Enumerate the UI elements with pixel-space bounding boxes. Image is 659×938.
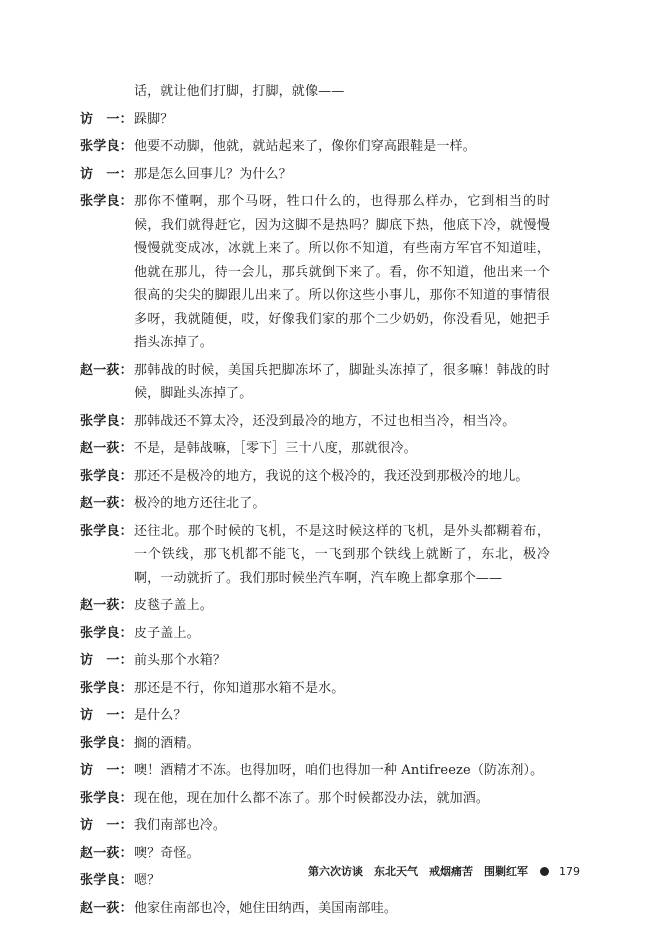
dialogue-text: 话，就让他们打脚，打脚，就像—— — [134, 84, 345, 99]
speaker-label: 张学良： — [80, 873, 133, 888]
interview-transcript — [80, 80, 550, 924]
dialogue-entry — [80, 897, 550, 921]
dialogue-text: 跺脚？ — [134, 111, 174, 127]
dialogue-text: 噢！酒精才不冻。也得加呀，咱们也得加一种 Antifreeze（防冻剂）。 — [134, 763, 544, 778]
dialogue-text: 嗯？ — [134, 873, 161, 888]
dialogue-entry — [80, 732, 550, 756]
speaker-label: 访 一： — [80, 708, 133, 723]
speaker-label: 赵一荻： — [80, 496, 133, 511]
speaker-label: 赵一荻： — [80, 598, 133, 613]
speaker-label: 张学良： — [80, 625, 133, 641]
dialogue-entry — [80, 594, 550, 618]
speaker-label: 访 一： — [80, 763, 133, 778]
dialogue-entry — [80, 80, 550, 104]
dialogue-entry — [80, 108, 550, 132]
dialogue-entry — [80, 437, 550, 461]
dialogue-text: 不是，是韩战嘛，［零下］三十八度，那就很冷。 — [134, 441, 417, 456]
dialogue-text: 是什么？ — [134, 708, 187, 723]
dialogue-text: 现在他，现在加什么都不冻了。那个时候都没办法，就加酒。 — [134, 790, 490, 806]
dialogue-text: 极冷的地方还往北了。 — [134, 496, 266, 511]
speaker-label: 赵一荻： — [80, 362, 133, 378]
speaker-label: 张学良： — [80, 790, 133, 806]
dialogue-entry — [80, 520, 550, 591]
speaker-label: 张学良： — [80, 680, 133, 696]
footer-bullet-icon — [540, 867, 549, 876]
page-footer — [260, 861, 580, 881]
dialogue-text: 皮子盖上。 — [134, 625, 200, 641]
page-number: 179 — [559, 864, 580, 878]
dialogue-entry — [80, 759, 550, 783]
speaker-label: 张学良： — [80, 194, 133, 209]
dialogue-text: 前头那个水箱？ — [134, 653, 227, 668]
dialogue-entry — [80, 677, 550, 701]
dialogue-text: 那韩战还不算太冷，还没到最冷的地方，不过也相当冷，相当冷。 — [134, 413, 516, 429]
dialogue-entry — [80, 410, 550, 434]
dialogue-text: 那还是不行，你知道那水箱不是水。 — [134, 680, 345, 696]
dialogue-entry — [80, 814, 550, 838]
dialogue-entry — [80, 135, 550, 159]
speaker-label: 张学良： — [80, 735, 133, 751]
speaker-label: 赵一荻： — [80, 441, 133, 456]
speaker-label: 访 一： — [80, 818, 133, 833]
dialogue-entry — [80, 704, 550, 728]
dialogue-entry — [80, 649, 550, 673]
dialogue-entry — [80, 163, 550, 187]
dialogue-entry — [80, 359, 550, 406]
speaker-label: 访 一： — [80, 111, 133, 127]
dialogue-text: 那你不懂啊，那个马呀，牲口什么的，也得那么样办，它到相当的时候，我们就得赶它，因为这脚不是热吗？脚底下热，他底下冷，就慢慢慢慢就变成冰，冰就上来了。所以你不知道，有些南方军官不知道哇，他就在那儿，待一会儿，那兵就倒下来了。看，你不知道，他出来一个很高的尖尖的脚跟儿出来了。所以你这些小事儿，那你不知道的事情很多呀，我就随便，哎，好像我们家的那个二少奶奶，你没看见，她把手指头冻掉了。 — [134, 194, 550, 350]
dialogue-text: 皮毯子盖上。 — [134, 598, 213, 613]
speaker-label: 张学良： — [80, 523, 133, 539]
dialogue-entry — [80, 465, 550, 489]
speaker-label: 赵一荻： — [80, 900, 133, 916]
dialogue-text: 我们南部也冷。 — [134, 818, 227, 833]
chapter-running-head: 第六次访谈 东北天气 戒烟痛苦 围剿红军 — [308, 865, 528, 878]
dialogue-entry — [80, 492, 550, 516]
dialogue-text: 那还不是极冷的地方，我说的这个极冷的，我还没到那极冷的地儿。 — [134, 468, 529, 484]
dialogue-text: 他家住南部也冷，她住田纳西，美国南部哇。 — [134, 900, 398, 916]
speaker-label: 访 一： — [80, 653, 133, 668]
dialogue-text: 他要不动脚，他就，就站起来了，像你们穿高跟鞋是一样。 — [134, 139, 476, 154]
speaker-label: 访 一： — [80, 166, 133, 182]
speaker-label: 张学良： — [80, 413, 133, 429]
dialogue-entry — [80, 787, 550, 811]
dialogue-text: 还往北。那个时候的飞机，不是这时候这样的飞机，是外头都糊着布，一个铁线，那飞机都不能飞，一飞到那个铁线上就断了，东北，极冷啊，一动就折了。我们那时候坐汽车啊，汽车晚上都拿那个—— — [134, 523, 550, 586]
speaker-label: 张学良： — [80, 468, 133, 484]
speaker-label: 赵一荻： — [80, 845, 133, 861]
dialogue-text: 那韩战的时候，美国兵把脚冻坏了，脚趾头冻掉了，很多嘛！韩战的时候，脚趾头冻掉了。 — [134, 362, 550, 401]
dialogue-text: 噢？奇怪。 — [134, 845, 200, 861]
dialogue-text: 搁的酒精。 — [134, 735, 200, 751]
speaker-label: 张学良： — [80, 139, 133, 154]
dialogue-entry — [80, 622, 550, 646]
dialogue-text: 那是怎么回事儿？为什么？ — [134, 166, 292, 182]
dialogue-entry — [80, 190, 550, 355]
